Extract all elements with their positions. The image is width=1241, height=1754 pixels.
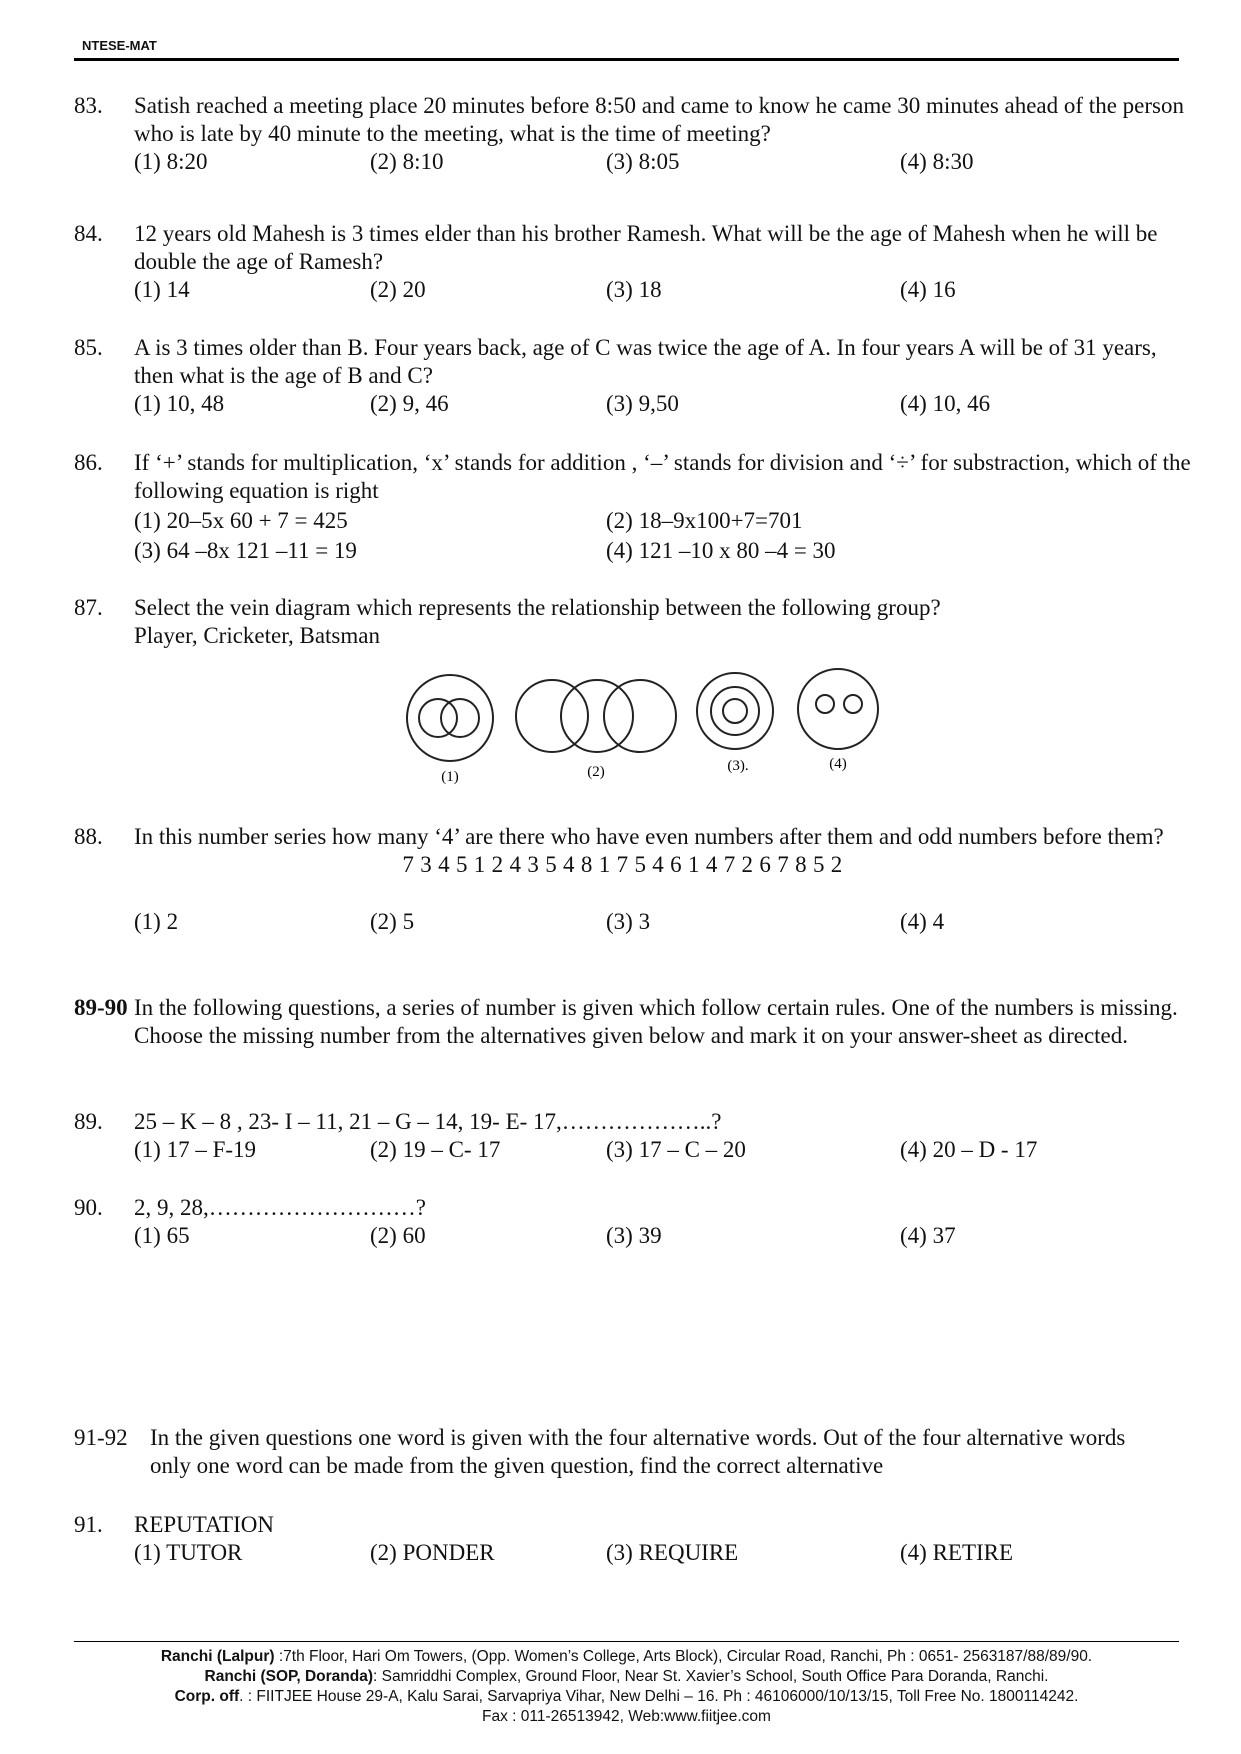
instruction-number: 91-92 xyxy=(74,1425,128,1450)
option-2[interactable]: (2) 60 xyxy=(370,1223,426,1248)
option-3[interactable]: (3) 64 –8x 121 –11 = 19 xyxy=(134,538,357,563)
options-row xyxy=(134,1136,1191,1164)
option-4[interactable]: (4) 121 –10 x 80 –4 = 30 xyxy=(606,538,836,563)
question-86 xyxy=(74,449,1191,565)
venn-label-4: (4) xyxy=(829,756,847,772)
footer-label: Corp. off xyxy=(174,1688,240,1705)
option-2[interactable]: (2) PONDER xyxy=(370,1540,495,1565)
option-1[interactable]: (1) 10, 48 xyxy=(134,391,225,416)
question-84 xyxy=(74,220,1191,304)
option-3[interactable]: (3) REQUIRE xyxy=(606,1540,739,1565)
option-3[interactable]: (3) 8:05 xyxy=(606,149,680,174)
question-91 xyxy=(74,1511,1191,1567)
question-85 xyxy=(74,334,1191,418)
option-2[interactable]: (2) 19 – C- 17 xyxy=(370,1137,501,1162)
question-87 xyxy=(74,594,1191,650)
venn-option-2[interactable] xyxy=(516,680,676,752)
option-2[interactable]: (2) 8:10 xyxy=(370,149,444,174)
question-number: 85. xyxy=(74,335,103,360)
option-4[interactable]: (4) 16 xyxy=(900,277,956,302)
footer-line-3 xyxy=(74,1687,1179,1707)
options-row xyxy=(134,148,1191,176)
options-row xyxy=(134,537,1191,565)
question-number: 88. xyxy=(74,824,103,849)
option-3[interactable]: (3) 9,50 xyxy=(606,391,679,416)
option-4[interactable]: (4) 8:30 xyxy=(900,149,974,174)
option-1[interactable]: (1) 17 – F-19 xyxy=(134,1137,257,1162)
venn-label-1: (1) xyxy=(441,769,459,785)
question-text: 2, 9, 28,………………………? xyxy=(134,1195,426,1220)
option-3[interactable]: (3) 17 – C – 20 xyxy=(606,1137,746,1162)
option-4[interactable]: (4) 10, 46 xyxy=(900,391,991,416)
option-4[interactable]: (4) 20 – D - 17 xyxy=(900,1137,1038,1162)
footer-text: : Samriddhi Complex, Ground Floor, Near St. Xavier’s School, South Office Para Doranda, Ranchi. xyxy=(373,1668,1049,1685)
footer-label: Ranchi (SOP, Doranda) xyxy=(204,1668,374,1685)
option-1[interactable]: (1) 20–5x 60 + 7 = 425 xyxy=(134,508,348,533)
instruction-89-90 xyxy=(74,994,1191,1050)
option-1[interactable]: (1) 65 xyxy=(134,1223,190,1248)
question-text: In this number series how many ‘4’ are there who have even numbers after them and odd numbers before them? xyxy=(134,824,1164,849)
instruction-text xyxy=(74,994,1191,1050)
option-3[interactable]: (3) 39 xyxy=(606,1223,662,1248)
options-row xyxy=(134,507,1191,535)
question-83 xyxy=(74,92,1191,176)
footer-line-1 xyxy=(74,1647,1179,1667)
instruction-number: 89-90 xyxy=(74,995,128,1020)
options-row xyxy=(134,390,1191,418)
option-2[interactable]: (2) 18–9x100+7=701 xyxy=(606,508,803,533)
footer-line-4: Fax : 011-26513942, Web:www.fiitjee.com xyxy=(482,1708,771,1725)
option-2[interactable]: (2) 20 xyxy=(370,277,426,302)
header-rule xyxy=(74,58,1179,61)
question-text: Satish reached a meeting place 20 minutes before 8:50 and came to know he came 30 minutes ahead of the person who is late by 40 minute to the meeting, what is the time of meeting? xyxy=(134,93,1184,146)
question-89 xyxy=(74,1108,1191,1164)
question-number: 90. xyxy=(74,1195,103,1220)
question-text: A is 3 times older than B. Four years back, age of C was twice the age of A. In four years A will be of 31 years, then what is the age of B and C? xyxy=(134,335,1157,388)
question-number: 86. xyxy=(74,450,103,475)
question-number: 89. xyxy=(74,1109,103,1134)
footer-label: Ranchi (Lalpur) xyxy=(160,1648,275,1665)
options-row xyxy=(134,276,1191,304)
question-number: 84. xyxy=(74,221,103,246)
option-1[interactable]: (1) 8:20 xyxy=(134,149,208,174)
footer-line-2 xyxy=(74,1667,1179,1687)
question-group: Player, Cricketer, Batsman xyxy=(134,623,380,648)
question-text: Select the vein diagram which represents the relationship between the following group? xyxy=(134,595,941,620)
option-1[interactable]: (1) 14 xyxy=(134,277,190,302)
venn-label-3: (3). xyxy=(727,758,749,774)
venn-option-3[interactable] xyxy=(697,673,773,749)
venn-option-4[interactable] xyxy=(798,669,878,749)
footer-rule xyxy=(74,1641,1179,1642)
question-text: REPUTATION xyxy=(134,1512,274,1537)
instruction-body: In the given questions one word is given with the four alternative words. Out of the four alternative words only one word can be made from the given question, find the correct alternative xyxy=(150,1425,1126,1478)
footer-text: . : FIITJEE House 29-A, Kalu Sarai, Sarvapriya Vihar, New Delhi – 16. Ph : 46106000/10/13/15, Toll Free No. 1800114242. xyxy=(239,1688,1079,1705)
options-row xyxy=(134,1222,1191,1250)
question-88 xyxy=(74,823,1191,936)
option-3[interactable]: (3) 18 xyxy=(606,277,662,302)
number-series: 7 3 4 5 1 2 4 3 5 4 8 1 7 5 4 6 1 4 7 2 6 7 8 5 2 xyxy=(402,852,843,877)
footer xyxy=(74,1647,1179,1727)
instruction-91-92 xyxy=(74,1424,1171,1480)
option-2[interactable]: (2) 5 xyxy=(370,909,415,934)
option-4[interactable]: (4) RETIRE xyxy=(900,1540,1014,1565)
question-text: 25 – K – 8 , 23- I – 11, 21 – G – 14, 19- E- 17,………………..? xyxy=(134,1109,722,1134)
options-row xyxy=(134,908,1191,936)
option-1[interactable]: (1) 2 xyxy=(134,909,179,934)
question-text: If ‘+’ stands for multiplication, ‘x’ stands for addition , ‘–’ stands for division and ‘÷’ for substraction, which of the following equation is right xyxy=(134,450,1191,503)
venn-diagram-options xyxy=(400,668,940,798)
footer-text: :7th Floor, Hari Om Towers, (Opp. Women’s College, Arts Block), Circular Road, Ranchi, Ph : 0651- 2563187/88/89/90. xyxy=(274,1648,1093,1665)
venn-label-2: (2) xyxy=(587,764,605,780)
question-text: 12 years old Mahesh is 3 times elder than his brother Ramesh. What will be the age of Mahesh when he will be double the age of Ramesh? xyxy=(134,221,1158,274)
options-row xyxy=(134,1539,1191,1567)
option-1[interactable]: (1) TUTOR xyxy=(134,1540,243,1565)
venn-option-1[interactable] xyxy=(407,675,493,761)
question-90 xyxy=(74,1194,1191,1250)
instruction-body: In the following questions, a series of number is given which follow certain rules. One of the numbers is missing. Choose the missing number from the alternatives given below and mark it on your answer-sheet as directed. xyxy=(134,995,1178,1048)
option-2[interactable]: (2) 9, 46 xyxy=(370,391,449,416)
option-4[interactable]: (4) 4 xyxy=(900,909,945,934)
option-4[interactable]: (4) 37 xyxy=(900,1223,956,1248)
page-header-title: NTESE-MAT xyxy=(82,38,157,53)
question-number: 83. xyxy=(74,93,103,118)
option-3[interactable]: (3) 3 xyxy=(606,909,651,934)
question-number: 87. xyxy=(74,595,103,620)
question-number: 91. xyxy=(74,1512,103,1537)
